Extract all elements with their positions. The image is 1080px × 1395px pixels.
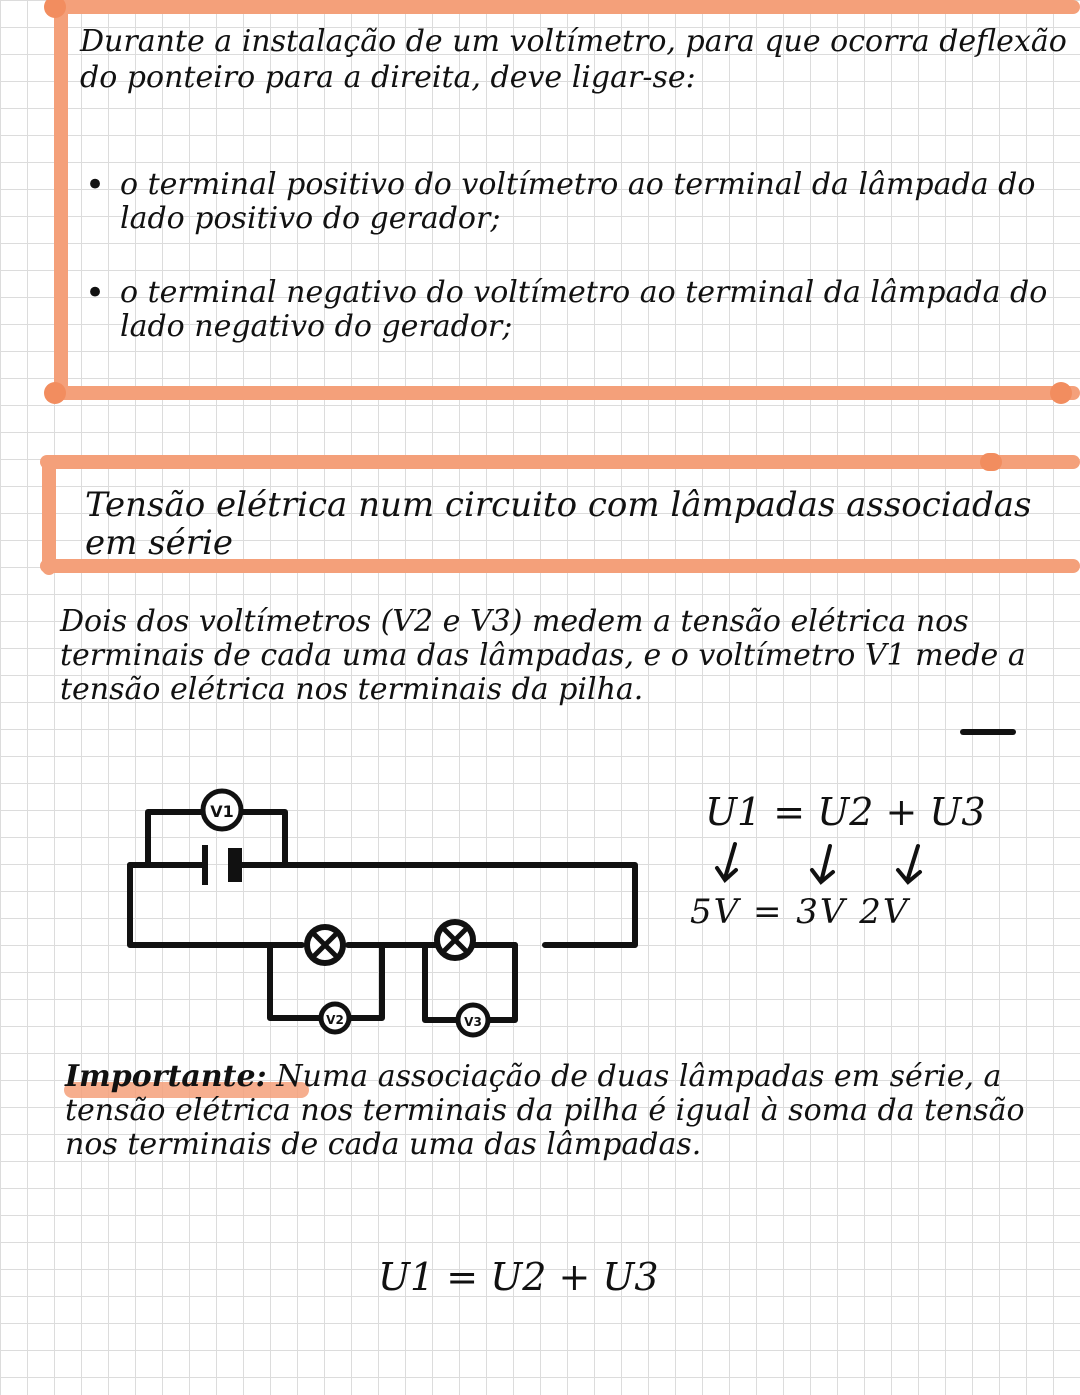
box-top-border: [54, 0, 1080, 14]
series-circuit-diagram: [110, 770, 670, 1050]
voltage-values: 5V = 3V 2V: [690, 892, 910, 932]
marker-dot: [980, 453, 1002, 471]
box-left-border: [54, 0, 68, 400]
voltmeter-v1-label: V1: [210, 802, 234, 821]
voltmeter-v1: [203, 791, 241, 829]
summary-equation: U1 = U2 + U3: [378, 1255, 659, 1299]
v3-wire: [488, 945, 515, 1020]
lamp-1: [307, 927, 343, 963]
v1-wire: [242, 812, 285, 865]
battery-short-plate: [228, 848, 242, 882]
v1-wire: [148, 812, 202, 865]
bullet-item-negative: • o terminal negativo do voltímetro ao terminal da lâmpada do lado negativo do gerador;: [80, 276, 1070, 344]
v2-wire: [350, 945, 382, 1018]
voltmeter-v2: [321, 1004, 349, 1032]
bullet-list: [80, 168, 1070, 384]
voltmeter-paragraph: Dois dos voltímetros (V2 e V3) medem a tensão elétrica nos terminais de cada uma das lâmpadas, e o voltímetro V1 mede a tensão elétrica nos terminais da pilha.: [60, 604, 1026, 707]
box-left-border: [42, 455, 56, 575]
marker-dot: [44, 382, 66, 404]
voltmeter-v3-label: V3: [464, 1015, 482, 1029]
important-label: Importante:: [65, 1059, 267, 1094]
voltmeter-v2-label: V2: [326, 1013, 344, 1027]
section-title: Tensão elétrica num circuito com lâmpadas associadas em série: [85, 485, 1032, 563]
important-note: [65, 1060, 1065, 1162]
voltmeter-v3: [458, 1005, 488, 1035]
important-text: Numa associação de duas lâmpadas em série, a tensão elétrica nos terminais da pilha é igual à soma da tensão nos terminais de cada uma das lâmpadas.: [65, 1059, 1025, 1162]
box-bottom-border: [54, 386, 1080, 400]
intro-text: Durante a instalação de um voltímetro, para que ocorra deflexão do ponteiro para a direita, deve ligar-se:: [80, 24, 1067, 95]
voltage-equation: U1 = U2 + U3: [705, 790, 986, 834]
bullet-item-positive: • o terminal positivo do voltímetro ao terminal da lâmpada do lado positivo do gerador;: [80, 168, 1070, 236]
lamp-2: [437, 922, 473, 958]
main-wire: [130, 865, 302, 945]
box-top-border: [40, 455, 1080, 469]
value-arrows: [690, 838, 960, 898]
marker-dot: [1050, 382, 1072, 404]
underline-mark: [960, 729, 1016, 735]
